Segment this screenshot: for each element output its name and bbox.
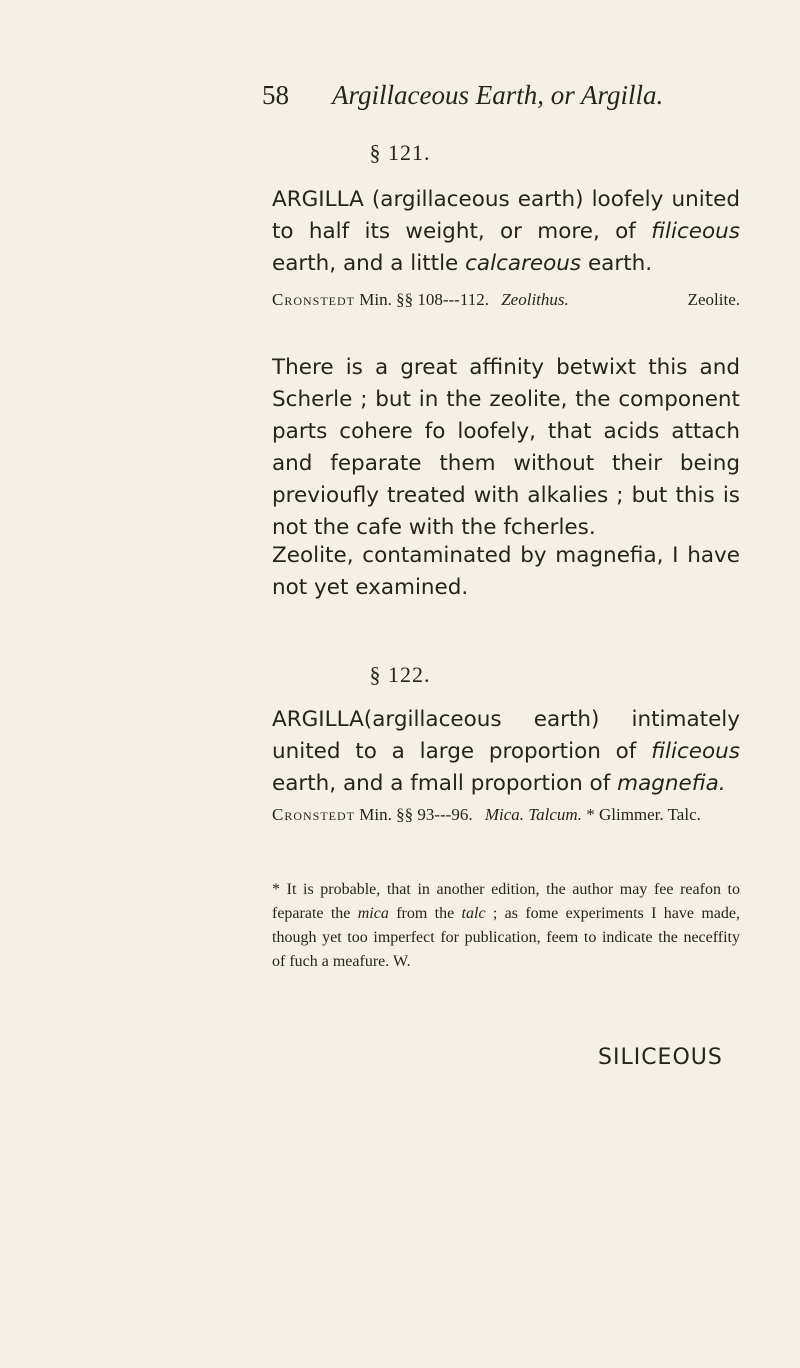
section-121-text: ARGILLA (argillaceous earth) loofely united to half its weight, or more, of filiceous earth, and a little calcareous earth.	[272, 187, 740, 276]
section-heading-122: § 122.	[369, 662, 431, 687]
section-121-commentary: There is a great affinity betwixt this and Scherle ; but in the zeolite, the component parts cohere fo loofely, that acids attach and feparate them without their being previoufly treated with alkalies ; but this is not the cafe with the fcherles.	[272, 355, 740, 540]
section-heading-121: § 121.	[369, 140, 431, 165]
page-number: 58	[262, 80, 289, 110]
section-122-reference: Cronstedt Min. §§ 93---96. Mica. Talcum. * Glimmer. Talc.	[272, 805, 701, 824]
section-121-reference: Cronstedt Min. §§ 108---112. Zeolithus. Zeolite.	[272, 290, 740, 309]
footnote: * It is probable, that in another edition, the author may fee reafon to feparate the mica from the talc ; as fome experiments I have made, though yet too imperfect for publication, feem to indicate the neceffity of fuch a meafure. W.	[272, 881, 740, 970]
section-121-note: Zeolite, contaminated by magnefia, I have not yet examined.	[272, 543, 740, 600]
section-122-text: ARGILLA(argillaceous earth) intimately united to a large proportion of filiceous earth, and a fmall proportion of magnefia.	[272, 707, 740, 796]
running-title: Argillaceous Earth, or Argilla.	[332, 80, 664, 110]
catchword: SILICEOUS	[598, 1045, 723, 1070]
